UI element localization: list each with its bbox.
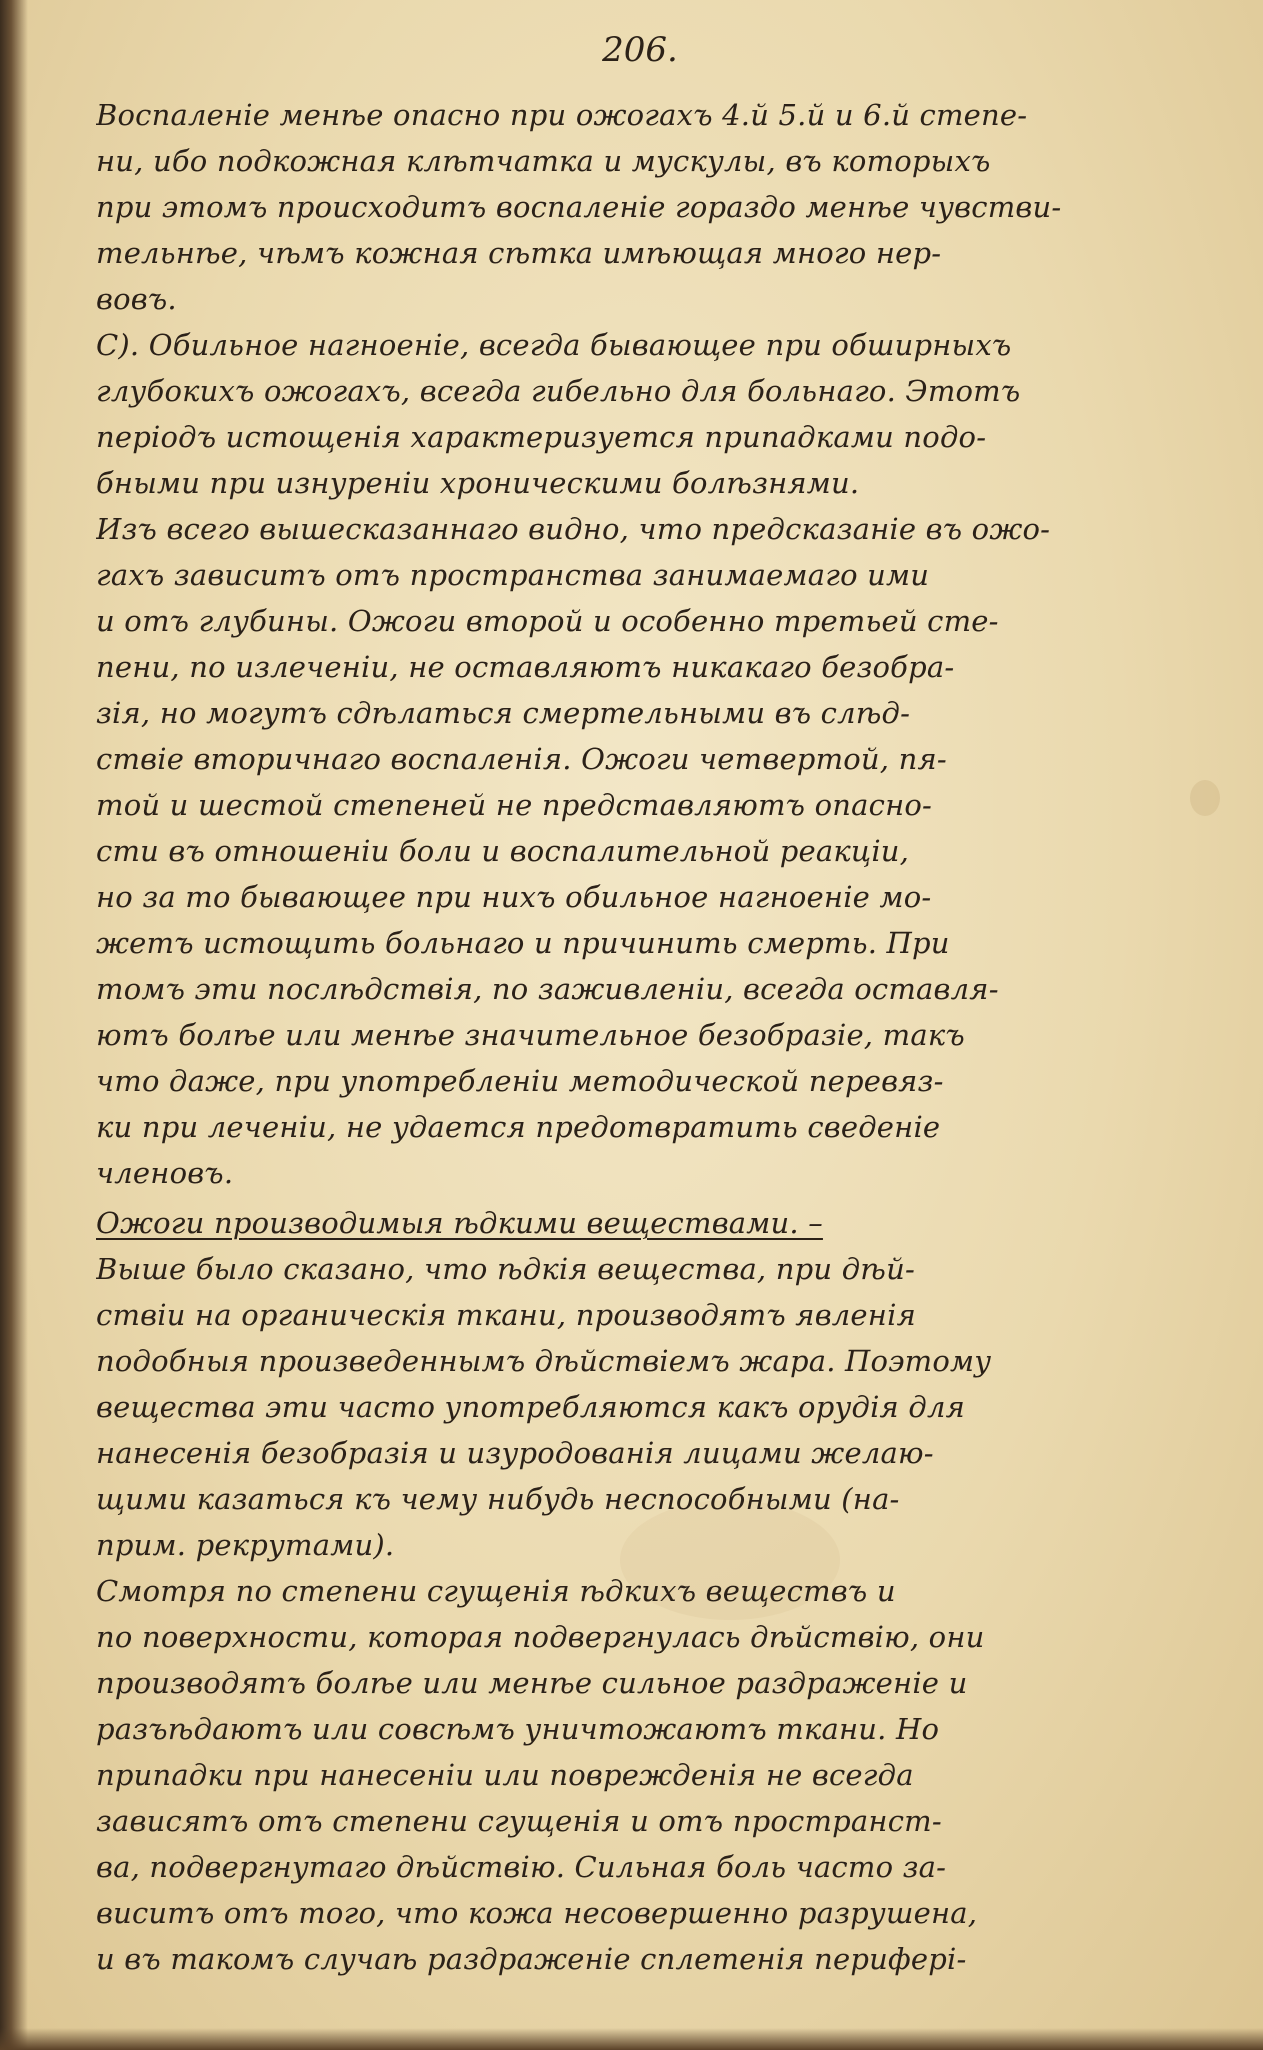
text-line: перiодъ истощенiя характеризуется припадками подо- [96, 420, 987, 454]
text-line: сти въ отношенiи боли и воспалительной реакцiи, [96, 834, 910, 868]
text-line: бными при изнуренiи хроническими болѣзнями. [96, 466, 860, 500]
text-line: при этомъ происходитъ воспаленiе гораздо менѣе чувстви- [96, 190, 1062, 224]
text-line: гахъ зависитъ отъ пространства занимаемаго ими [96, 558, 930, 592]
text-line: по поверхности, которая подвергнулась дѣйствiю, они [96, 1620, 985, 1654]
page-binding-edge [0, 0, 28, 2050]
text-line: Изъ всего вышесказаннаго видно, что предсказанiе въ ожо- [96, 512, 1051, 546]
text-line: ютъ болѣе или менѣе значительное безобразiе, такъ [96, 1018, 965, 1052]
section-heading-line [96, 1200, 1216, 1246]
text-line: зiя, но могутъ сдѣлаться смертельными въ слѣд- [96, 696, 911, 730]
text-line: щими казаться къ чему нибудь неспособными (на- [96, 1482, 900, 1516]
text-line: ствiе вторичнаго воспаленiя. Ожоги четвертой, пя- [96, 742, 947, 776]
text-line: вовъ. [96, 282, 177, 316]
text-line: С). Обильное нагноенiе, всегда бывающее при обширныхъ [96, 328, 1012, 362]
text-line: нанесенiя безобразiя и изуродованiя лицами желаю- [96, 1436, 934, 1470]
text-line: членовъ. [96, 1156, 234, 1190]
text-line: Выше было сказано, что ѣдкiя вещества, при дѣй- [96, 1252, 915, 1286]
text-line: и въ такомъ случаѣ раздраженiе сплетенiя периферi- [96, 1942, 967, 1976]
page-number: 206. [602, 30, 678, 70]
text-line: ки при леченiи, не удается предотвратить сведенiе [96, 1110, 941, 1144]
text-line: той и шестой степеней не представляютъ опасно- [96, 788, 933, 822]
text-line: разъѣдаютъ или совсѣмъ уничтожаютъ ткани. Но [96, 1712, 940, 1746]
text-line: зависятъ отъ степени сгущенiя и отъ пространст- [96, 1804, 942, 1838]
text-line: Воспаленiе менѣе опасно при ожогахъ 4.й 5.й и 6.й степе- [96, 98, 1028, 132]
text-line: жетъ истощить больнаго и причинить смерть. При [96, 926, 950, 960]
text-line: и отъ глубины. Ожоги второй и особенно третьей сте- [96, 604, 999, 638]
text-line: тельнѣе, чѣмъ кожная сѣтка имѣющая много нер- [96, 236, 942, 270]
text-line: прим. рекрутами). [96, 1528, 395, 1562]
text-line: глубокихъ ожогахъ, всегда гибельно для больнаго. Этотъ [96, 374, 1021, 408]
section-heading: Ожоги производимыя ѣдкими веществами. – [96, 1206, 823, 1240]
text-line: ва, подвергнутаго дѣйствiю. Сильная боль часто за- [96, 1850, 947, 1884]
text-line: ствiи на органическiя ткани, производятъ явленiя [96, 1298, 916, 1332]
text-line: томъ эти послѣдствiя, по заживленiи, всегда оставля- [96, 972, 999, 1006]
text-line: но за то бывающее при нихъ обильное нагноенiе мо- [96, 880, 932, 914]
text-line: пени, по излеченiи, не оставляютъ никакаго безобра- [96, 650, 955, 684]
text-line: припадки при нанесенiи или поврежденiя не всегда [96, 1758, 914, 1792]
manuscript-text [96, 92, 1216, 1982]
text-line: вещества эти часто употребляются какъ орудiя для [96, 1390, 966, 1424]
text-line: Смотря по степени сгущенiя ѣдкихъ веществъ и [96, 1574, 896, 1608]
page-bottom-edge [0, 2028, 1263, 2050]
text-line: виситъ отъ того, что кожа несовершенно разрушена, [96, 1896, 978, 1930]
text-line: ни, ибо подкожная клѣтчатка и мускулы, въ которыхъ [96, 144, 991, 178]
text-line: что даже, при употребленiи методической перевяз- [96, 1064, 944, 1098]
text-line: подобныя произведеннымъ дѣйствiемъ жара. Поэтому [96, 1344, 992, 1378]
text-line: производятъ болѣе или менѣе сильное раздраженiе и [96, 1666, 968, 1700]
